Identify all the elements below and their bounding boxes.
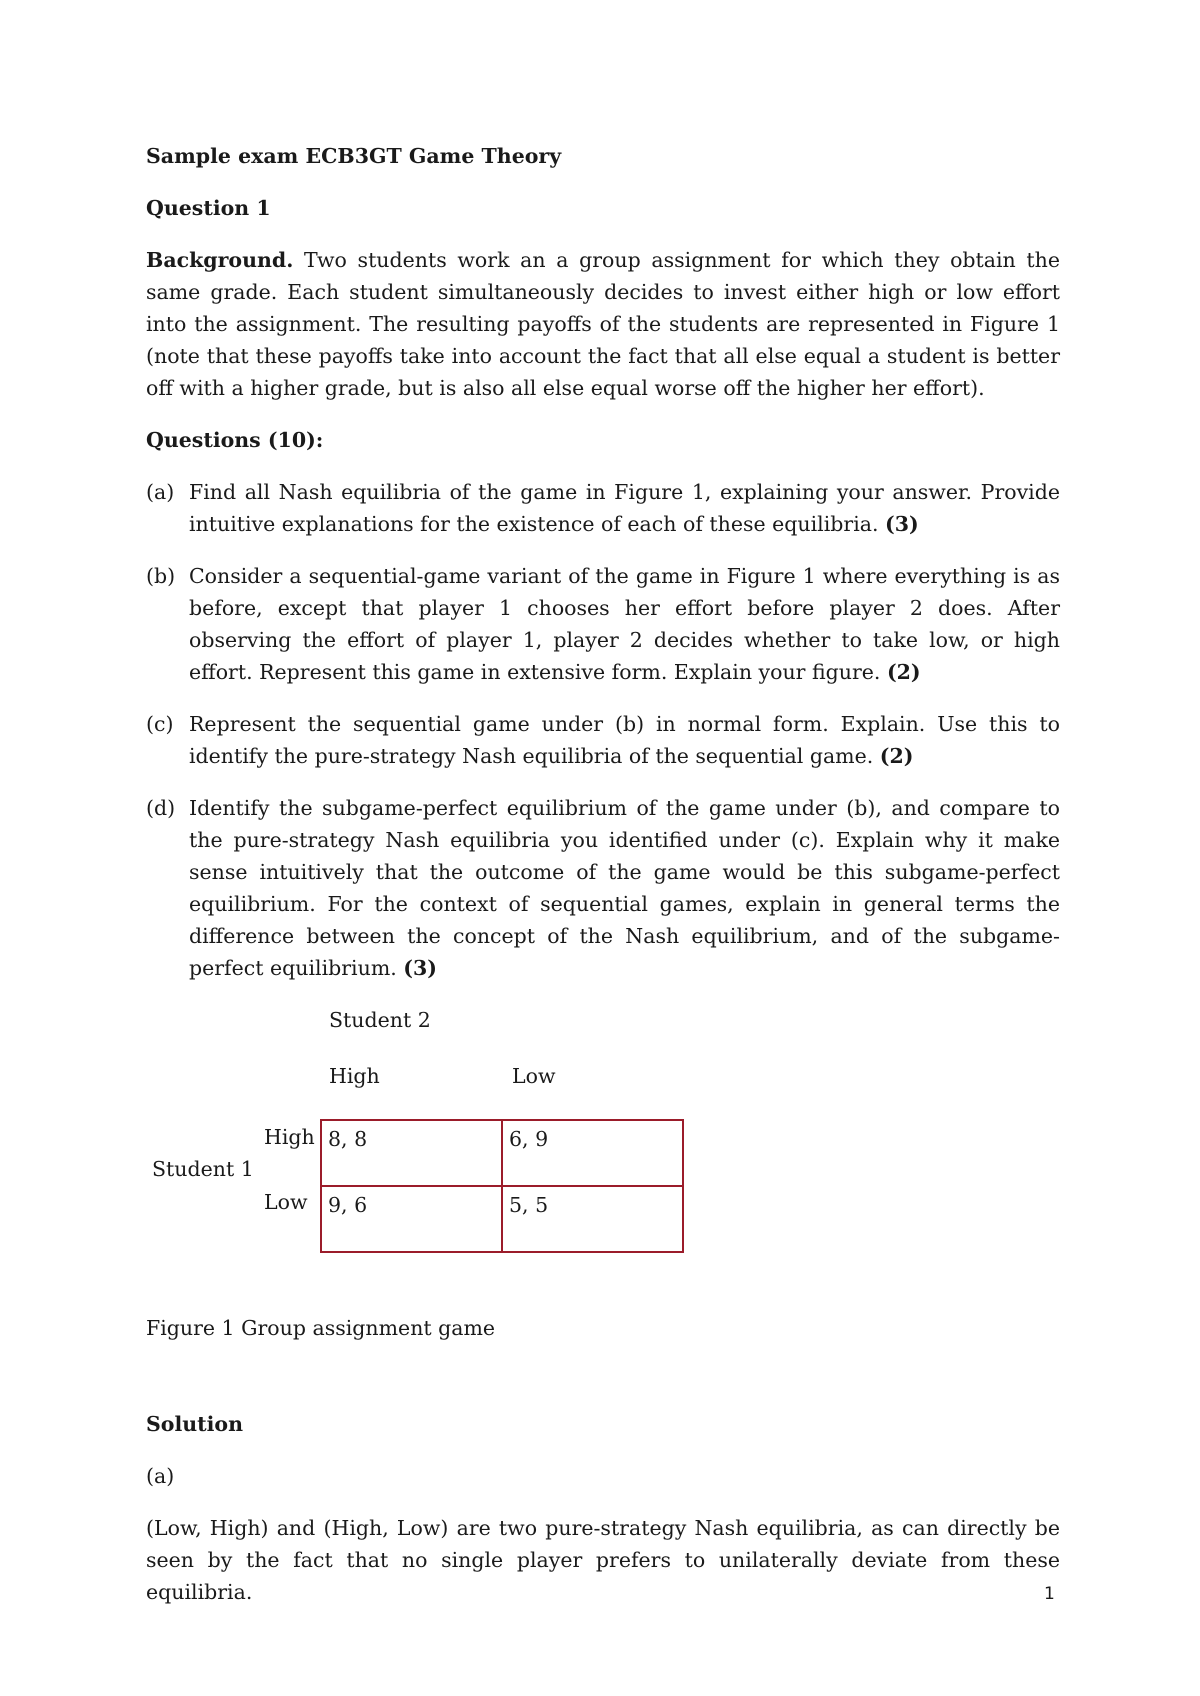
question-item-a: [146, 476, 1060, 540]
question-text: [189, 792, 1060, 984]
question-heading: Question 1: [146, 196, 271, 220]
page-number: 1: [1044, 1584, 1055, 1604]
question-label: (a): [146, 480, 175, 504]
column-low-label: Low: [512, 1064, 556, 1088]
background-label: Background.: [146, 248, 294, 272]
question-points: (3): [403, 956, 437, 980]
solution-part-label: (a): [146, 1464, 175, 1488]
question-label: (d): [146, 796, 176, 820]
payoff-cell-high-low: 6, 9: [502, 1120, 683, 1186]
question-item-b: [146, 560, 1060, 688]
document-body: [146, 140, 1060, 1608]
payoff-cell-low-high: 9, 6: [321, 1186, 502, 1252]
payoff-row-low: [321, 1186, 683, 1252]
payoff-cell-high-high: 8, 8: [321, 1120, 502, 1186]
question-points: (2): [886, 660, 921, 684]
row-player-label: Student 1: [152, 1157, 254, 1181]
question-points: (2): [879, 744, 914, 768]
question-item-d: [146, 792, 1060, 984]
question-body: Consider a sequential-game variant of the game in Figure 1 where everything is as before, except that player 1 chooses her effort before player 2 does. After observing the effort of player 1, player 2 decides whether to take low, or high effort. Represent this game in extensive form. Explain your figure.: [189, 564, 1060, 684]
question-body: Identify the subgame-perfect equilibrium of the game under (b), and compare to the pure-strategy Nash equilibria you identified under (c). Explain why it make sense intuitively that the outcome of the game would be this subgame-perfect equilibrium. For the context of sequential games, explain in general terms the difference between the concept of the Nash equilibrium, and of the subgame-perfect equilibrium.: [189, 796, 1060, 980]
question-label: (c): [146, 712, 174, 736]
column-player-label: Student 2: [329, 1008, 431, 1032]
question-points: (3): [885, 512, 919, 536]
payoff-row-high: [321, 1120, 683, 1186]
exam-title: Sample exam ECB3GT Game Theory: [146, 144, 562, 168]
question-text: [189, 560, 1060, 688]
question-item-c: [146, 708, 1060, 772]
question-body: Represent the sequential game under (b) in normal form. Explain. Use this to identify the pure-strategy Nash equilibria of the sequential game.: [189, 712, 1060, 768]
question-text: [189, 708, 1060, 772]
payoff-matrix: [320, 1119, 684, 1253]
question-body: Find all Nash equilibria of the game in Figure 1, explaining your answer. Provide intuitive explanations for the existence of each of these equilibria.: [189, 480, 1060, 536]
payoff-cell-low-low: 5, 5: [502, 1186, 683, 1252]
row-high-label: High: [264, 1125, 315, 1149]
question-label: (b): [146, 564, 176, 588]
question-text: [189, 476, 1060, 540]
solution-heading: Solution: [146, 1412, 244, 1436]
solution-text: (Low, High) and (High, Low) are two pure-strategy Nash equilibria, as can directly be seen by the fact that no single player prefers to unilaterally deviate from these equilibria.: [146, 1516, 1060, 1604]
column-high-label: High: [329, 1064, 380, 1088]
row-low-label: Low: [264, 1190, 308, 1214]
payoff-figure: [146, 1004, 1060, 1304]
figure-caption: Figure 1 Group assignment game: [146, 1316, 496, 1340]
questions-heading: Questions (10):: [146, 428, 324, 452]
background-text: Two students work an a group assignment for which they obtain the same grade. Each student simultaneously decides to invest either high or low effort into the assignment. The resulting payoffs of the students are represented in Figure 1 (note that these payoffs take into account the fact that all else equal a student is better off with a higher grade, but is also all else equal worse off the higher her effort).: [146, 248, 1060, 400]
background-paragraph: [146, 244, 1060, 404]
